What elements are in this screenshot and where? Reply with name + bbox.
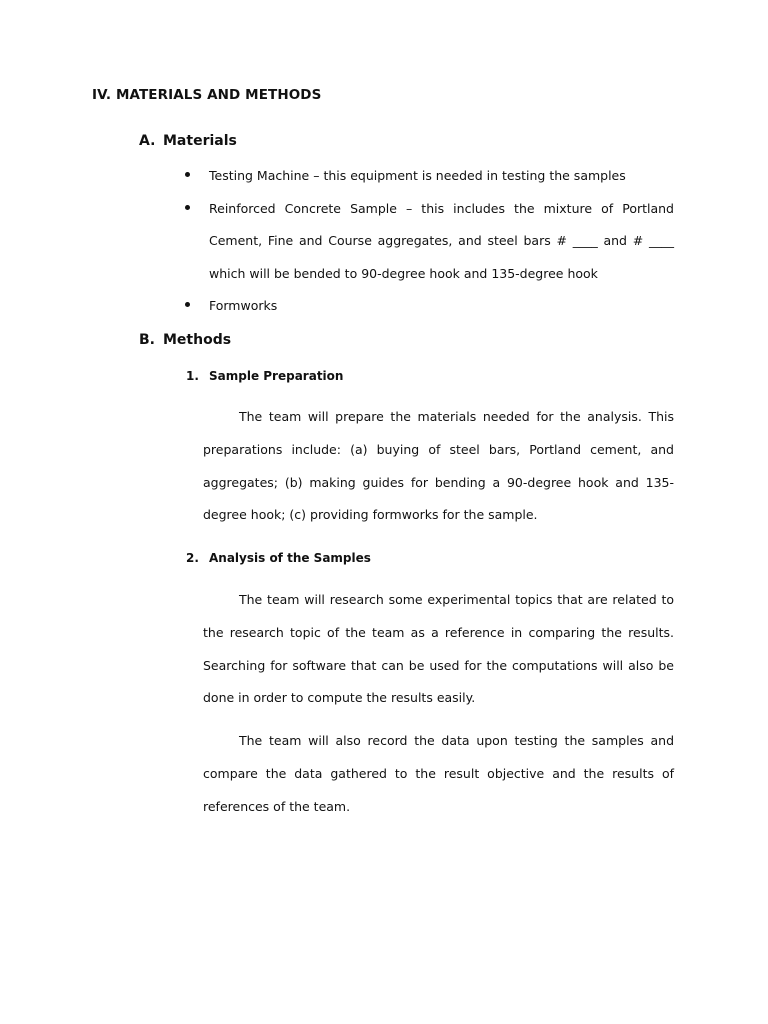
materials-letter: A. [139,133,156,149]
methods-heading [139,332,231,348]
list-item [185,290,674,323]
list-item [185,160,674,193]
list-item-text: Reinforced Concrete Sample – this includes the mixture of Portland Cement, Fine and Course aggregates, and steel bars # ____ and # ____ which will be bended to 90-degree hook and 135-degree hook [209,200,674,281]
list-item-text: Testing Machine – this equipment is needed in testing the samples [209,168,626,183]
list-item [185,193,674,291]
materials-list [185,160,674,323]
methods-letter: B. [139,332,155,348]
analysis-heading [186,551,371,565]
sample-preparation-heading-text: Sample Preparation [209,369,344,383]
analysis-paragraph-1: The team will research some experimental topics that are related to the research topic of the team as a reference in comparing the results. Searching for software that can be used for the computations will also be done in order to compute the results easily. [203,592,674,706]
methods-heading-text: Methods [163,332,232,348]
sample-preparation-heading [186,369,343,383]
materials-heading [139,133,237,149]
analysis-heading-text: Analysis of the Samples [209,551,371,565]
bullet-icon [185,205,190,210]
sample-preparation-number: 1. [186,369,199,383]
sample-preparation-paragraph: The team will prepare the materials needed for the analysis. This preparations include: (a) buying of steel bars, Portland cement, and aggregates; (b) making guides for bending a 90-degree hook and 135-degree hook; (c) providing formworks for the sample. [203,409,674,523]
section-title: IV. MATERIALS AND METHODS [92,87,322,103]
bullet-icon [185,172,190,177]
bullet-icon [185,302,190,307]
list-item-text: Formworks [209,298,278,314]
materials-heading-text: Materials [163,133,237,149]
analysis-number: 2. [186,551,199,565]
analysis-paragraph-2: The team will also record the data upon testing the samples and compare the data gathered to the result objective and the results of references of the team. [203,733,674,814]
